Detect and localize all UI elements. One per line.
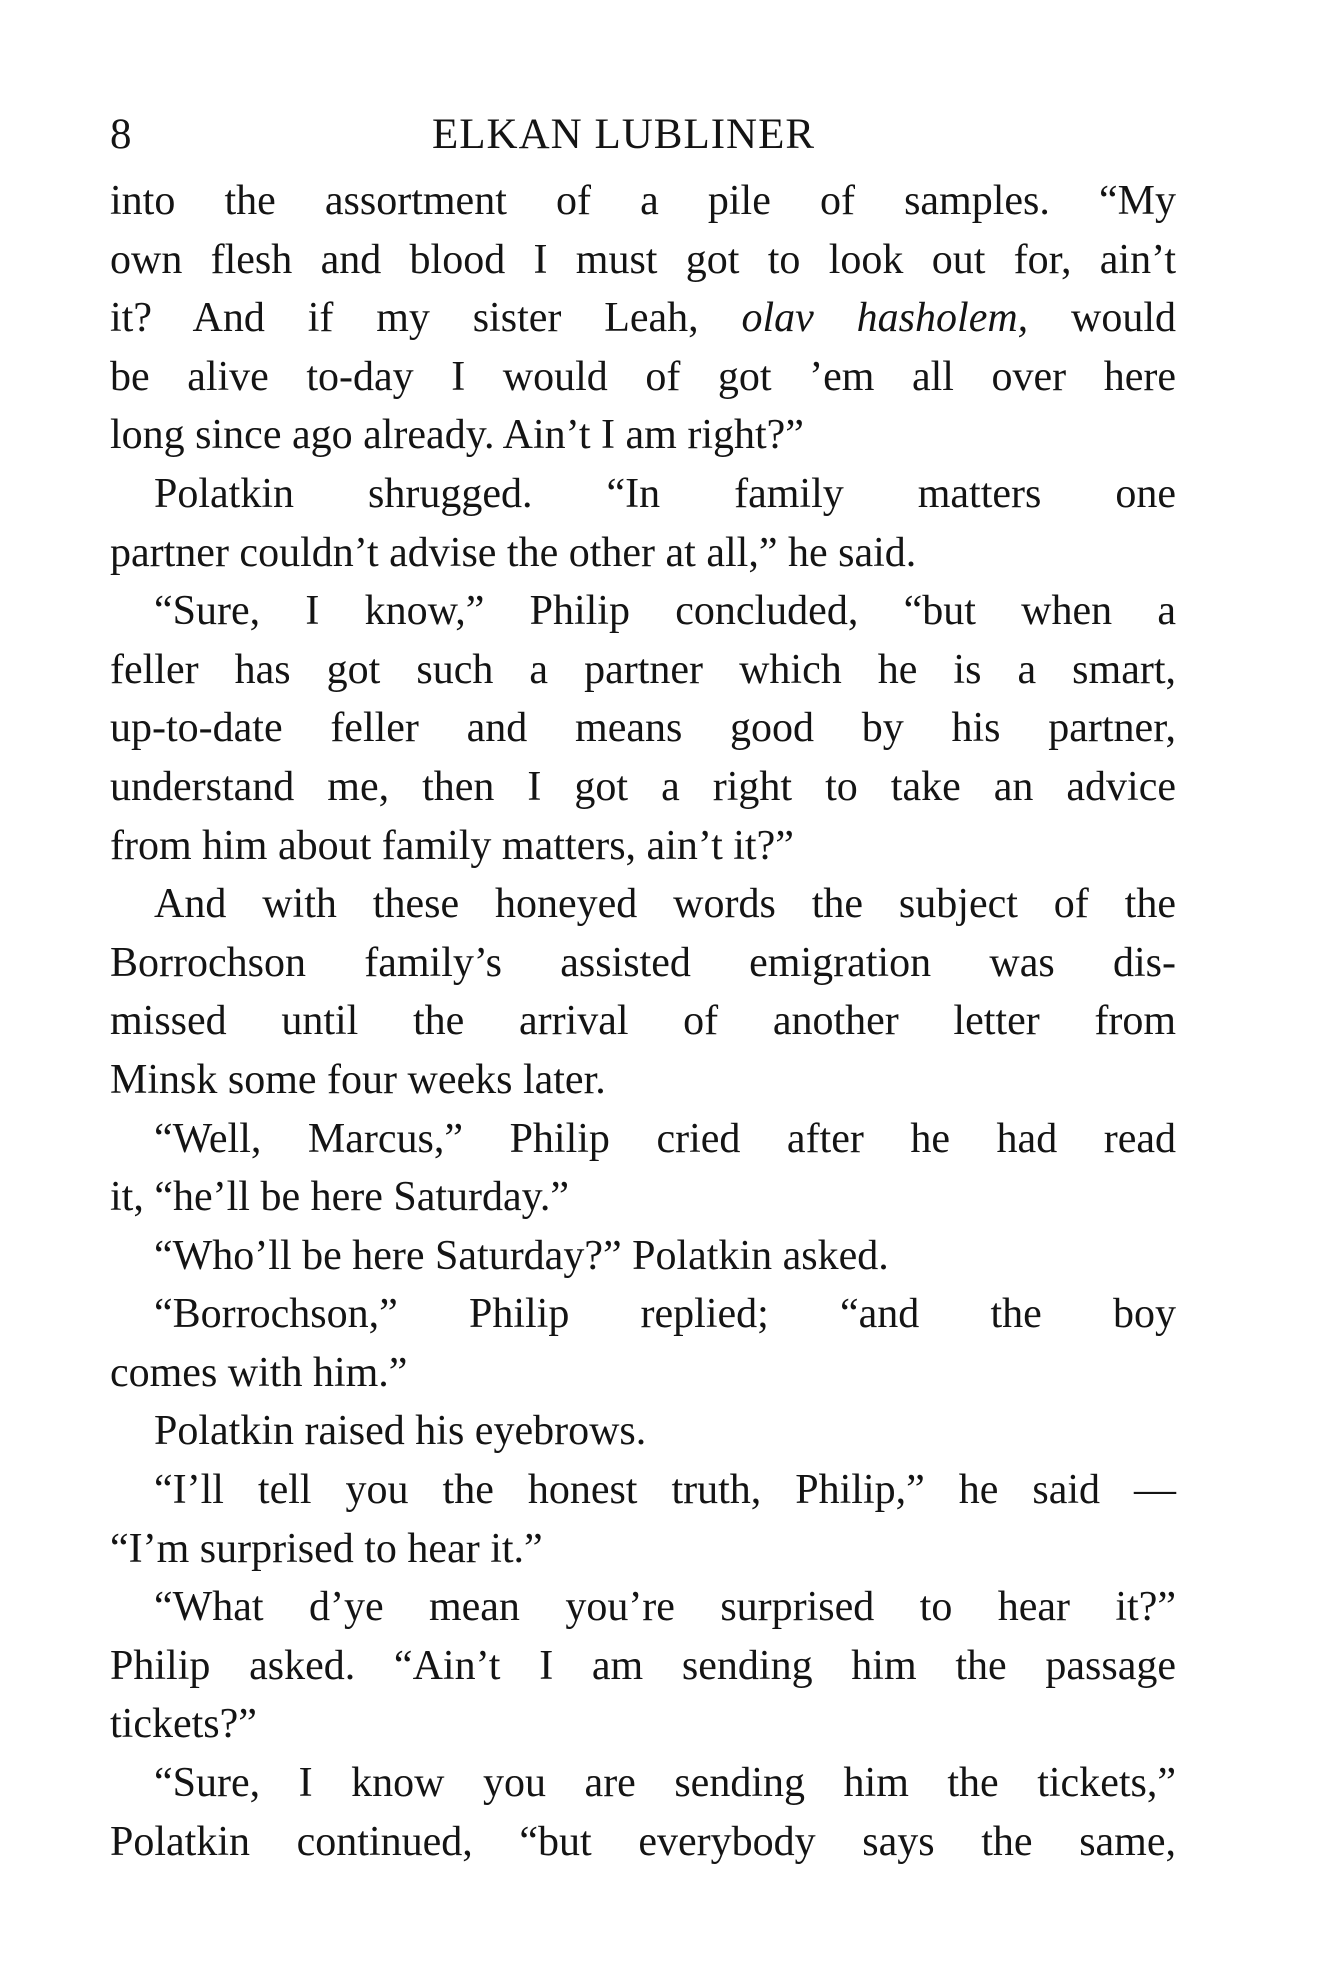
text-line: be alive to-day I would of got ’em all over here [110, 353, 1176, 400]
body-text [110, 172, 1176, 1871]
book-page [110, 100, 1176, 1871]
running-title: ELKAN LUBLINER [432, 111, 816, 158]
text-line [110, 289, 1176, 348]
text-line: tickets?” [110, 1701, 257, 1748]
text-line: partner couldn’t advise the other at all,” he said. [110, 529, 917, 576]
text-line: into the assortment of a pile of samples. “My [110, 178, 1176, 224]
text-line: “I’m surprised to hear it.” [110, 1525, 543, 1572]
text-line: And with these honeyed words the subject of the [154, 881, 1176, 928]
text-line: Polatkin continued, “but everybody says the same, [110, 1818, 1176, 1865]
text-line: from him about family matters, ain’t it?” [110, 822, 794, 869]
text-line: comes with him.” [110, 1349, 408, 1396]
page-header [110, 100, 1176, 170]
text-line: Minsk some four weeks later. [110, 1056, 606, 1103]
text-line: Polatkin raised his eyebrows. [154, 1408, 647, 1455]
text-line: missed until the arrival of another letter from [110, 998, 1176, 1045]
text-line: up-to-date feller and means good by his partner, [110, 705, 1176, 752]
text-segment: it? And if my sister Leah, [110, 295, 699, 342]
text-line: “Sure, I know you are sending him the tickets,” [154, 1760, 1176, 1807]
text-line: feller has got such a partner which he is a smart, [110, 646, 1176, 693]
text-line: “Who’ll be here Saturday?” Polatkin asked. [154, 1232, 889, 1279]
text-line: long since ago already. Ain’t I am right?” [110, 412, 804, 459]
text-line: own flesh and blood I must got to look out for, ain’t [110, 236, 1176, 283]
text-line: “Borrochson,” Philip replied; “and the boy [154, 1291, 1176, 1338]
text-line: Philip asked. “Ain’t I am sending him the passage [110, 1642, 1176, 1689]
text-line: Borrochson family’s assisted emigration was dis- [110, 939, 1176, 986]
text-line: understand me, then I got a right to take an advice [110, 763, 1176, 810]
text-line: “What d’ye mean you’re surprised to hear it?” [154, 1584, 1176, 1631]
text-line: it, “he’ll be here Saturday.” [110, 1174, 570, 1221]
text-line: “Well, Marcus,” Philip cried after he had read [154, 1115, 1176, 1162]
text-segment: would [1071, 295, 1177, 342]
text-line: “Sure, I know,” Philip concluded, “but when a [154, 588, 1176, 635]
page-number: 8 [110, 111, 132, 158]
text-line: Polatkin shrugged. “In family matters one [154, 470, 1176, 517]
text-line: “I’ll tell you the honest truth, Philip,” he said — [154, 1467, 1176, 1514]
italic-phrase: olav hasholem, [741, 295, 1029, 342]
